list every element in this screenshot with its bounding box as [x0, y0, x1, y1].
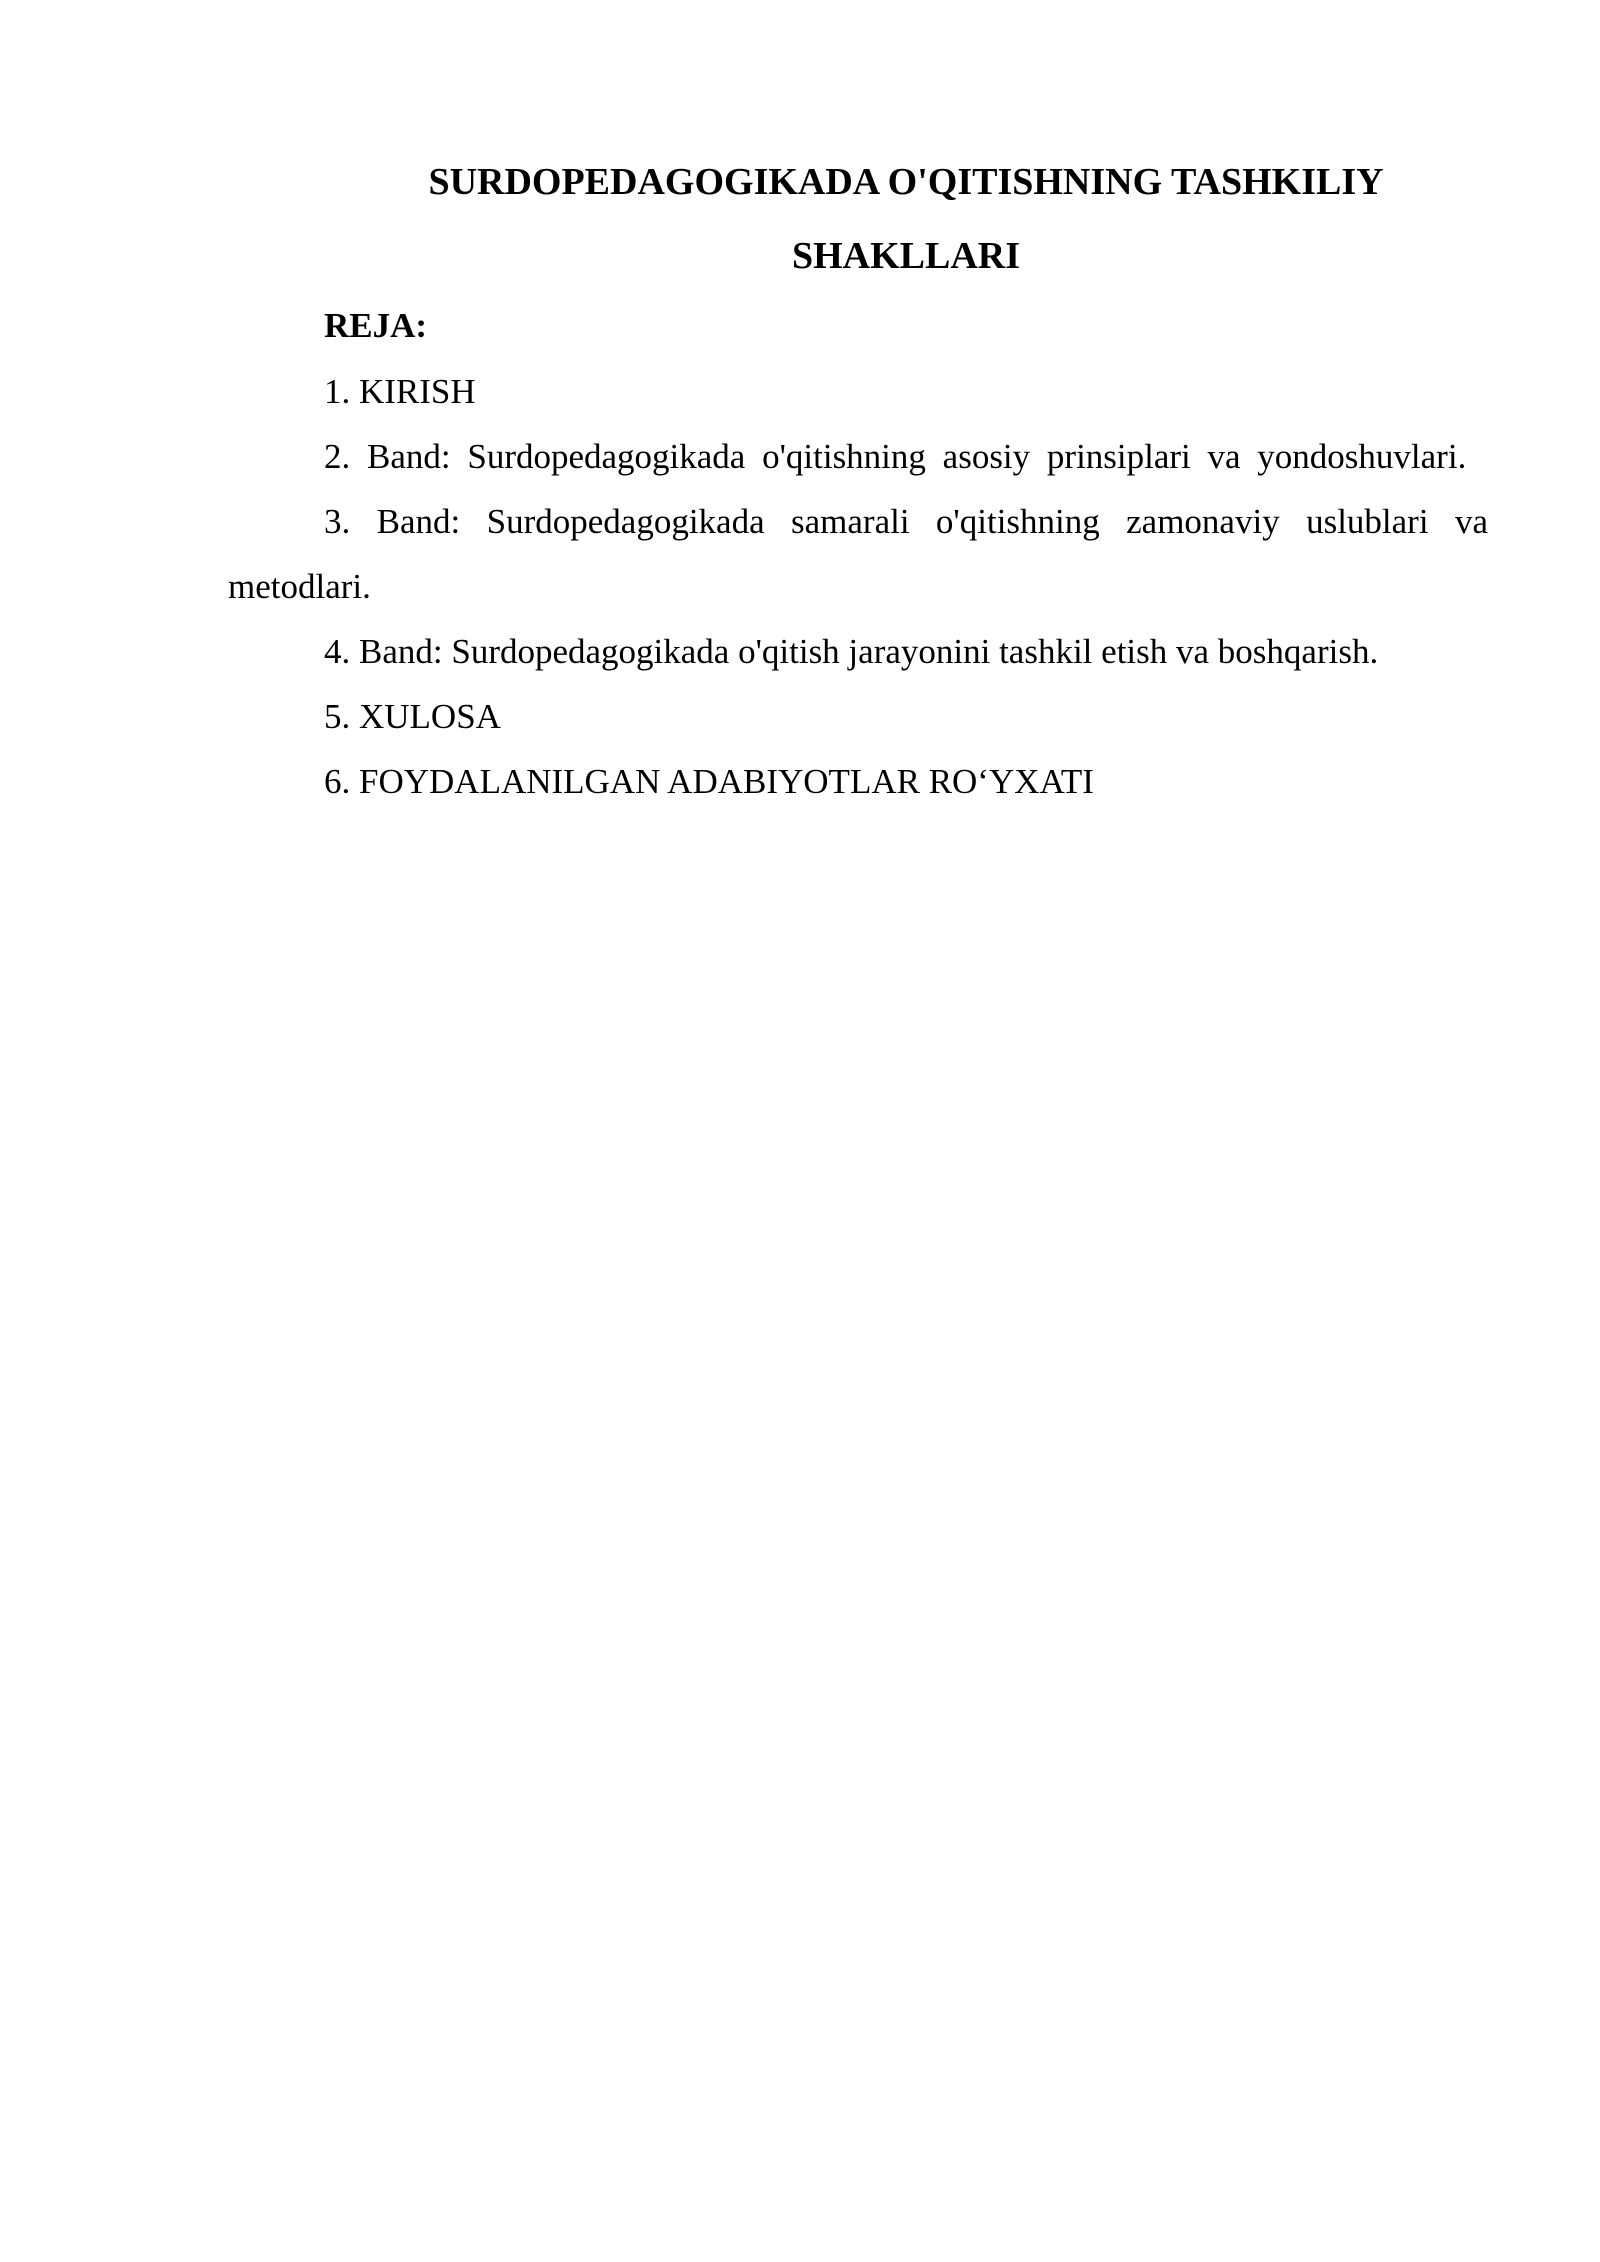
- plan-item-references: 6. FOYDALANILGAN ADABIYOTLAR RO‘YXATI: [324, 762, 1094, 801]
- plan-list: [228, 359, 1488, 814]
- title-line-2: SHAKLLARI: [791, 235, 1021, 277]
- plan-item-band-2: 3. Band: Surdopedagogikada samarali o'qitishning zamonaviy uslublari va metodlari.: [228, 502, 1488, 606]
- plan-item-band-3: 4. Band: Surdopedagogikada o'qitish jarayonini tashkil etish va boshqarish.: [324, 632, 1379, 671]
- title-line-1: SURDOPEDAGOGIKADA O'QITISHNING TASHKILIY: [428, 161, 1384, 203]
- plan-item-xulosa: 5. XULOSA: [324, 697, 501, 736]
- document-content: [228, 145, 1488, 814]
- plan-item-kirish: 1. KIRISH: [324, 372, 476, 411]
- plan-item-band-1: 2. Band: Surdopedagogikada o'qitishning asosiy prinsiplari va yondoshuvlari.: [324, 437, 1467, 476]
- document-title: [228, 145, 1488, 293]
- plan-heading: REJA:: [324, 306, 428, 345]
